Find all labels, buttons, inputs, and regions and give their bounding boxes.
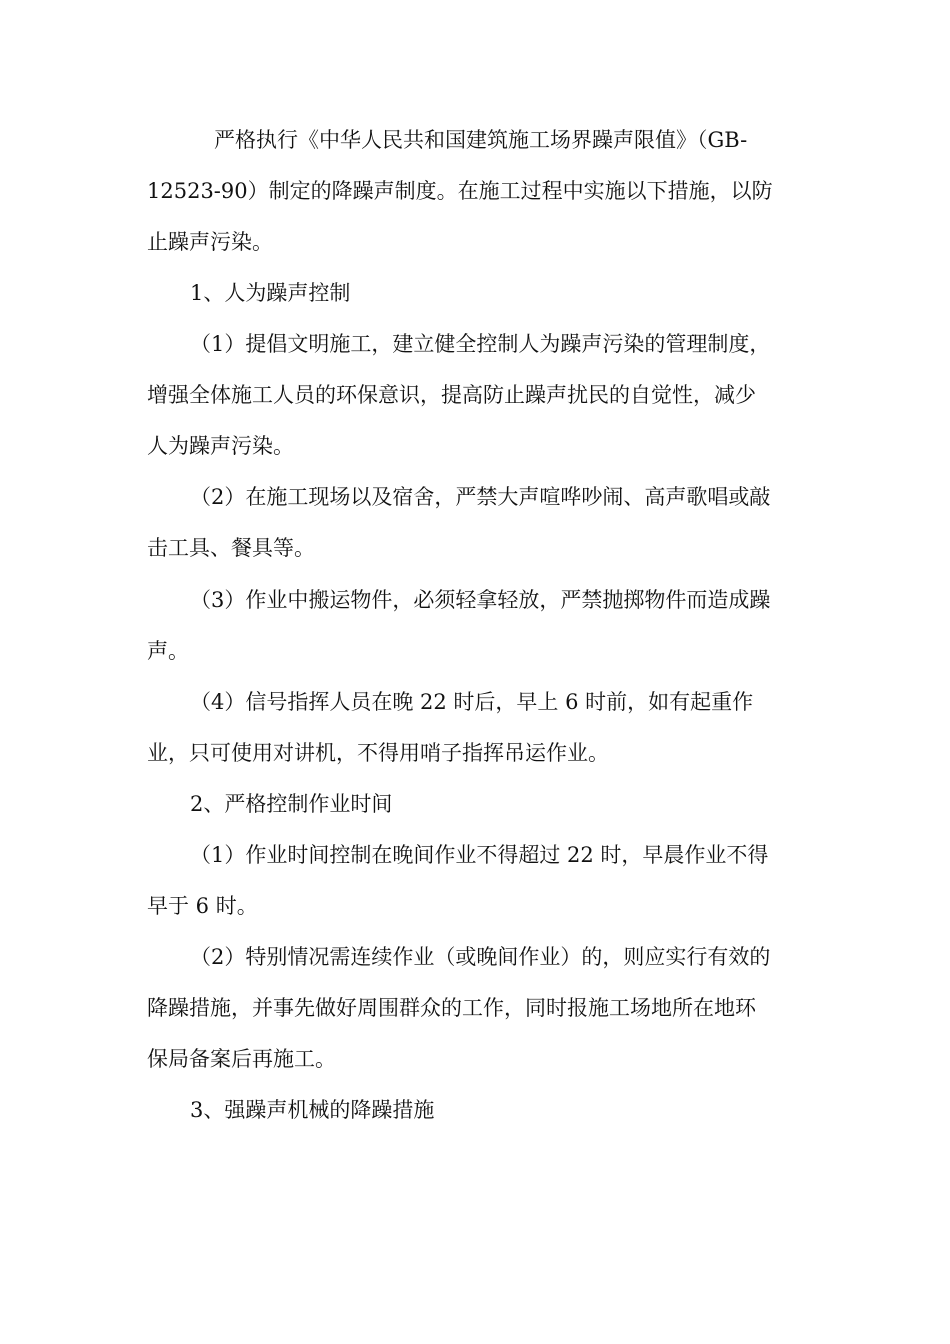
item-1-4-line-2: 业，只可使用对讲机，不得用哨子指挥吊运作业。: [147, 741, 609, 765]
section-heading-2: 2、严格控制作业时间: [190, 792, 393, 816]
paragraph-intro-line-2: 12523-90）制定的降躁声制度。在施工过程中实施以下措施，以防: [147, 179, 773, 203]
item-1-3-line-1: （3）作业中搬运物件，必须轻拿轻放，严禁抛掷物件而造成躁: [190, 588, 771, 612]
section-heading-1: 1、人为躁声控制: [190, 281, 351, 305]
item-1-2-line-2: 击工具、餐具等。: [147, 536, 315, 560]
item-1-3-line-2: 声。: [147, 639, 189, 663]
item-2-1-line-1: （1）作业时间控制在晚间作业不得超过 22 时，早晨作业不得: [190, 843, 769, 867]
section-heading-3: 3、强躁声机械的降躁措施: [190, 1098, 435, 1122]
item-2-2-line-3: 保局备案后再施工。: [147, 1047, 336, 1071]
paragraph-intro-line-1: 严格执行《中华人民共和国建筑施工场界躁声限值》（GB-: [214, 128, 748, 152]
item-2-1-line-2: 早于 6 时。: [147, 894, 258, 918]
item-1-4-line-1: （4）信号指挥人员在晚 22 时后，早上 6 时前，如有起重作: [190, 690, 754, 714]
item-1-2-line-1: （2）在施工现场以及宿舍，严禁大声喧哗吵闹、高声歌唱或敲: [190, 485, 771, 509]
item-1-1-line-2: 增强全体施工人员的环保意识，提高防止躁声扰民的自觉性，减少: [147, 383, 756, 407]
item-1-1-line-3: 人为躁声污染。: [147, 434, 294, 458]
item-2-2-line-2: 降躁措施，并事先做好周围群众的工作，同时报施工场地所在地环: [147, 996, 756, 1020]
item-2-2-line-1: （2）特别情况需连续作业（或晚间作业）的，则应实行有效的: [190, 945, 771, 969]
item-1-1-line-1: （1）提倡文明施工，建立健全控制人为躁声污染的管理制度，: [190, 332, 771, 356]
paragraph-intro-line-3: 止躁声污染。: [147, 230, 273, 254]
